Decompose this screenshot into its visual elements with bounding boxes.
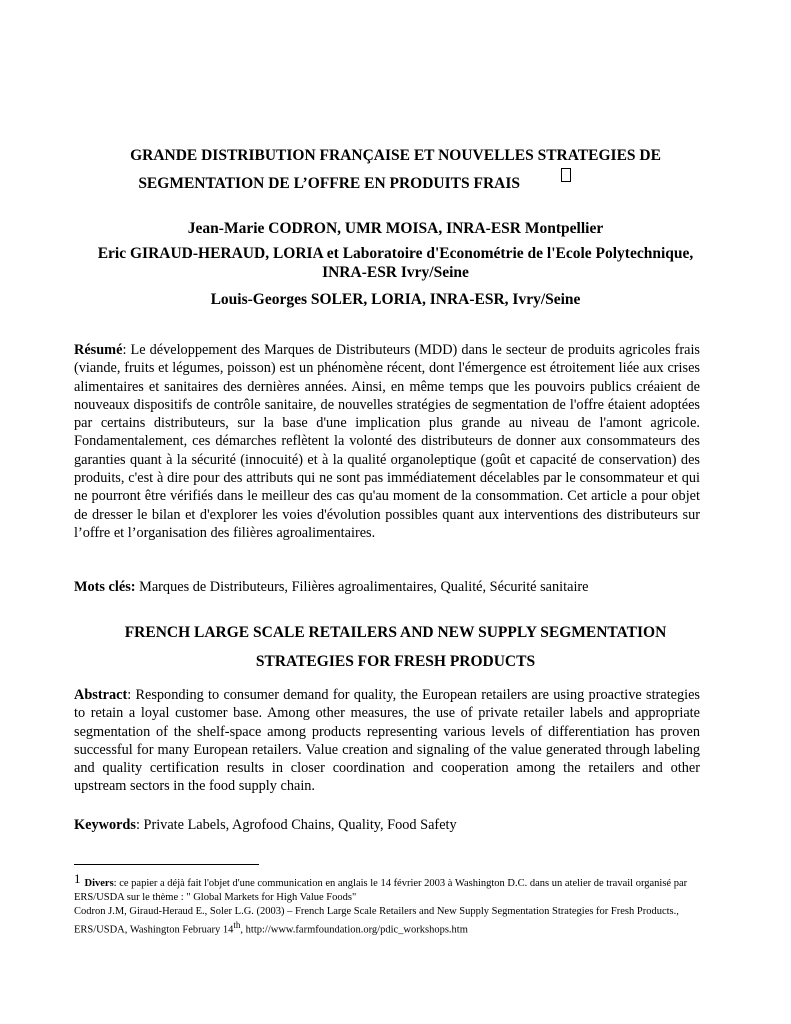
author-giraud-heraud (60, 244, 731, 282)
mots-cles-label: Mots clés: (74, 579, 136, 595)
author-giraud-heraud-line-1: Eric GIRAUD-HERAUD, LORIA et Laboratoire d'Econométrie de l'Ecole Polytechnique, (97, 245, 694, 262)
footnote-1 (74, 872, 704, 904)
keywords-paragraph (74, 816, 700, 834)
french-title-line-2: SEGMENTATION DE L’OFFRE EN PRODUITS FRAIS (138, 175, 520, 192)
footnote-label: Divers (84, 878, 114, 889)
english-title-line-2: STRATEGIES FOR FRESH PRODUCTS (255, 653, 536, 670)
author-giraud-heraud-line-2: INRA-ESR Ivry/Seine (322, 264, 469, 281)
english-title-line-1: FRENCH LARGE SCALE RETAILERS AND NEW SUPPLY SEGMENTATION (124, 624, 667, 641)
author-codron: Jean-Marie CODRON, UMR MOISA, INRA-ESR Montpellier (187, 220, 604, 237)
footnote-citation-text: Codron J.M, Giraud-Heraud E., Soler L.G. (2003) – French Large Scale Retailers and New Supply Segmentation Strategies for Fresh Products., ERS/USDA, Washington February 14 (74, 906, 679, 935)
resume-paragraph (74, 341, 700, 542)
french-title-line-1: GRANDE DISTRIBUTION FRANÇAISE ET NOUVELLES STRATEGIES DE (130, 147, 661, 164)
abstract-label: Abstract (74, 687, 128, 703)
footnote-text-1: : ce papier a déjà fait l'objet d'une communication en anglais le 14 février 2003 à Washington D.C. dans un atelier de travail organisé par ERS/USDA sur le thème : " Global Markets for High Value Foods" (74, 878, 688, 903)
resume-text: : Le développement des Marques de Distributeurs (MDD) dans le secteur de produits agricoles frais (viande, fruits et légumes, poisson) est un phénomène récent, dont l'émergence est étroitement liée aux crises alimentaires et sanitaires des dernières années. Ainsi, en même temps que les pouvoirs publics créaient de nouveaux dispositifs de contrôle sanitaire, de nouvelles stratégies de segmentation de l'offre étaient adoptées par certains distributeurs, sur la base d'une implication plus grande au niveau de l'amont agricole. Fondamentalement, ces démarches reflètent la volonté des distributeurs de donner aux consommateurs des garanties quant à la sécurité (innocuité) et à la qualité organoleptique (goût et capacité de conservation) des produits, c'est à dire pour des attributs qui ne sont pas immédiatement décelables par le consommateur et qui ne pourront être vérifiés dans le meilleur des cas qu'au moment de la consommation. Cet article a pour objet de dresser le bilan et d'explorer les voies d'évolution possibles quant aux interventions des distributeurs sur l’offre et l’organisation des filières agroalimentaires. (74, 342, 700, 541)
footnote-citation-url: , http://www.farmfoundation.org/pdic_workshops.htm (240, 924, 468, 935)
resume-label: Résumé (74, 342, 123, 358)
footnote-citation-sup: th (233, 919, 241, 930)
footnote-citation (74, 905, 704, 937)
footnote-reference-glyph (561, 168, 571, 182)
mots-cles-text: Marques de Distributeurs, Filières agroalimentaires, Qualité, Sécurité sanitaire (135, 579, 589, 595)
abstract-text: : Responding to consumer demand for quality, the European retailers are using proactive strategies to retain a loyal customer base. Among other measures, the use of private retailer labels and appropriate segmentation of the shelf-space among products representing various levels of differentiation has proven successful for many European retailers. Value creation and signaling of the value generated through labeling and quality certification results in closer coordination and cooperation among the retailers and other upstream sectors in the food supply chain. (74, 687, 700, 795)
author-soler: Louis-Georges SOLER, LORIA, INRA-ESR, Ivry/Seine (210, 291, 581, 308)
keywords-text: : Private Labels, Agrofood Chains, Quality, Food Safety (135, 817, 457, 833)
mots-cles-paragraph (74, 578, 700, 596)
keywords-label: Keywords (74, 817, 136, 833)
footnote-marker: 1 (74, 871, 81, 886)
abstract-paragraph (74, 686, 700, 796)
footnote-separator (74, 864, 259, 865)
